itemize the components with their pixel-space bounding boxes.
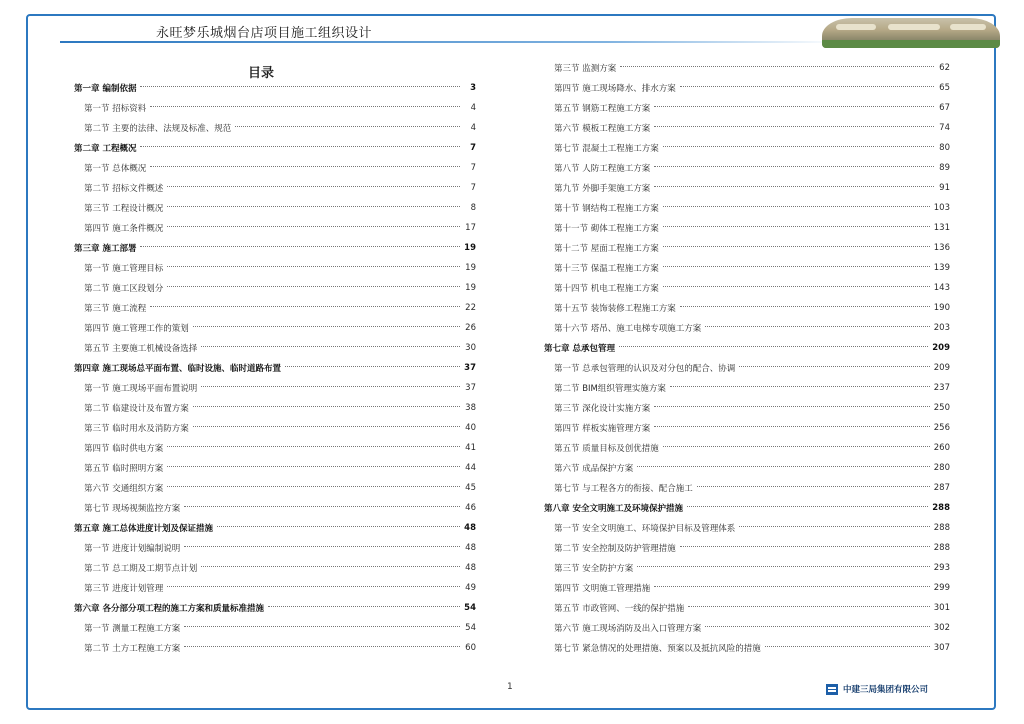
toc-dot-leader [637,566,930,567]
toc-section-entry[interactable] [544,398,950,418]
toc-section-entry[interactable] [74,198,476,218]
toc-dot-leader [184,546,460,547]
toc-entry-page: 280 [933,463,950,473]
toc-entry-title: 第三节 临时用水及消防方案 [84,424,189,434]
document-title: 永旺梦乐城烟台店项目施工组织设计 [156,26,373,41]
toc-entry-title: 第七节 混凝土工程施工方案 [554,144,659,154]
toc-entry-title: 第六节 模板工程施工方案 [554,124,651,134]
toc-section-entry[interactable] [74,318,476,338]
toc-entry-page: 48 [465,563,476,573]
toc-chapter-entry[interactable] [544,338,950,358]
toc-entry-page: 307 [933,643,950,653]
toc-entry-title: 第一节 施工现场平面布置说明 [84,384,198,394]
toc-dot-leader [688,606,930,607]
toc-dot-leader [663,226,930,227]
toc-entry-page: 4 [470,123,476,133]
toc-dot-leader [663,266,930,267]
toc-entry-page: 136 [933,243,950,253]
toc-section-entry[interactable] [74,298,476,318]
toc-entry-page: 3 [470,83,476,93]
toc-dot-leader [654,406,930,407]
toc-section-entry[interactable] [74,258,476,278]
toc-entry-page: 60 [465,643,476,653]
toc-entry-page: 287 [933,483,950,493]
toc-entry-title: 第四节 施工管理工作的策划 [84,324,189,334]
toc-dot-leader [150,166,460,167]
toc-dot-leader [167,266,460,267]
toc-entry-title: 第三章 施工部署 [74,244,137,254]
toc-dot-leader [637,466,930,467]
toc-entry-page: 45 [465,483,476,493]
toc-dot-leader [739,526,930,527]
toc-entry-page: 46 [465,503,476,513]
toc-dot-leader [167,226,460,227]
toc-entry-page: 209 [933,363,950,373]
toc-entry-page: 8 [470,203,476,213]
toc-entry-title: 第十六节 塔吊、施工电梯专项施工方案 [554,324,702,334]
toc-section-entry[interactable] [74,478,476,498]
toc-dot-leader [654,186,934,187]
company-name: 中建三局集团有限公司 [843,685,929,695]
toc-section-entry[interactable] [74,218,476,238]
toc-entry-title: 第十四节 机电工程施工方案 [554,284,659,294]
toc-section-entry[interactable] [544,378,950,398]
toc-entry-title: 第一节 总体概况 [84,164,147,174]
toc-entry-page: 37 [464,363,476,373]
toc-section-entry[interactable] [544,638,950,658]
toc-dot-leader [235,126,460,127]
toc-entry-title: 第六节 成品保护方案 [554,464,634,474]
toc-section-entry[interactable] [544,238,950,258]
toc-entry-title: 第二节 安全控制及防护管理措施 [554,544,676,554]
toc-section-entry[interactable] [74,398,476,418]
toc-entry-page: 139 [933,263,950,273]
toc-entry-page: 67 [939,103,950,113]
toc-entry-title: 第八节 人防工程施工方案 [554,164,651,174]
toc-entry-page: 288 [933,523,950,533]
toc-section-entry[interactable] [544,98,950,118]
toc-dot-leader [670,386,930,387]
toc-entry-title: 第十节 钢结构工程施工方案 [554,204,659,214]
toc-dot-leader [663,146,934,147]
toc-dot-leader [680,86,934,87]
toc-entry-title: 第一章 编制依据 [74,84,137,94]
toc-entry-page: 26 [465,323,476,333]
toc-section-entry[interactable] [74,498,476,518]
toc-entry-title: 第四节 施工现场降水、排水方案 [554,84,676,94]
toc-entry-title: 第九节 外脚手架施工方案 [554,184,651,194]
toc-chapter-entry[interactable] [74,358,476,378]
toc-entry-title: 第四节 施工条件概况 [84,224,164,234]
toc-entry-title: 第五节 主要施工机械设备选择 [84,344,198,354]
toc-entry-page: 44 [465,463,476,473]
toc-dot-leader [167,206,460,207]
toc-entry-page: 37 [465,383,476,393]
toc-section-entry[interactable] [544,478,950,498]
toc-entry-page: 41 [465,443,476,453]
toc-dot-leader [663,286,930,287]
toc-entry-title: 第二节 BIM组织管理实施方案 [554,384,666,394]
toc-column-right [544,58,950,658]
toc-entry-page: 65 [939,83,950,93]
toc-entry-page: 103 [933,203,950,213]
toc-entry-page: 260 [933,443,950,453]
toc-section-entry[interactable] [544,298,950,318]
toc-entry-page: 74 [939,123,950,133]
toc-dot-leader [620,66,934,67]
company-logo-icon [826,684,838,695]
toc-dot-leader [193,406,460,407]
toc-section-entry[interactable] [544,258,950,278]
toc-entry-page: 293 [933,563,950,573]
toc-section-entry[interactable] [544,138,950,158]
toc-entry-page: 40 [465,423,476,433]
toc-section-entry[interactable] [544,618,950,638]
toc-section-entry[interactable] [544,118,950,138]
toc-section-entry[interactable] [74,618,476,638]
toc-dot-leader [654,126,934,127]
company-brand [826,683,928,695]
toc-entry-title: 第十二节 屋面工程施工方案 [554,244,659,254]
toc-dot-leader [663,446,930,447]
toc-section-entry[interactable] [544,438,950,458]
toc-dot-leader [697,486,930,487]
toc-entry-title: 第五节 质量目标及创优措施 [554,444,659,454]
toc-entry-page: 48 [464,523,476,533]
toc-entry-title: 第五节 钢筋工程施工方案 [554,104,651,114]
toc-section-entry[interactable] [74,178,476,198]
toc-dot-leader [654,426,930,427]
toc-entry-page: 288 [933,543,950,553]
toc-chapter-entry[interactable] [74,518,476,538]
toc-dot-leader [140,146,460,147]
toc-section-entry[interactable] [544,558,950,578]
toc-entry-page: 288 [932,503,950,513]
toc-entry-page: 54 [464,603,476,613]
toc-entry-title: 第十三节 保温工程施工方案 [554,264,659,274]
toc-chapter-entry[interactable] [74,598,476,618]
toc-entry-title: 第一节 施工管理目标 [84,264,164,274]
toc-entry-title: 第四节 临时供电方案 [84,444,164,454]
toc-entry-page: 4 [470,103,476,113]
toc-dot-leader [167,186,460,187]
toc-entry-page: 89 [939,163,950,173]
toc-section-entry[interactable] [74,98,476,118]
toc-section-entry[interactable] [544,78,950,98]
toc-entry-page: 91 [939,183,950,193]
toc-section-entry[interactable] [544,318,950,338]
toc-dot-leader [193,326,460,327]
toc-entry-title: 第二章 工程概况 [74,144,137,154]
toc-section-entry[interactable] [544,58,950,78]
toc-section-entry[interactable] [544,578,950,598]
toc-dot-leader [739,366,930,367]
toc-entry-title: 第二节 施工区段划分 [84,284,164,294]
toc-section-entry[interactable] [544,198,950,218]
toc-section-entry[interactable] [74,578,476,598]
toc-entry-page: 250 [933,403,950,413]
toc-entry-page: 7 [470,143,476,153]
toc-section-entry[interactable] [74,538,476,558]
toc-entry-title: 第一节 测量工程施工方案 [84,624,181,634]
toc-entry-page: 209 [932,343,950,353]
toc-section-entry[interactable] [74,338,476,358]
toc-entry-page: 203 [933,323,950,333]
toc-entry-title: 第七节 现场视频监控方案 [84,504,181,514]
toc-dot-leader [654,166,934,167]
toc-section-entry[interactable] [74,278,476,298]
toc-section-entry[interactable] [74,418,476,438]
toc-entry-title: 第四节 文明施工管理措施 [554,584,651,594]
toc-chapter-entry[interactable] [74,78,476,98]
toc-dot-leader [680,546,930,547]
toc-section-entry[interactable] [74,378,476,398]
toc-entry-title: 第八章 安全文明施工及环境保护措施 [544,504,683,514]
building-rendering-image [822,18,1000,48]
toc-entry-title: 第三节 工程设计概况 [84,204,164,214]
toc-section-entry[interactable] [544,158,950,178]
toc-dot-leader [654,586,930,587]
toc-entry-title: 第七节 与工程各方的衔接、配合施工 [554,484,693,494]
toc-section-entry[interactable] [544,358,950,378]
toc-entry-title: 第五节 市政管网、一线的保护措施 [554,604,685,614]
toc-entry-title: 第一节 招标资料 [84,104,147,114]
toc-dot-leader [167,446,460,447]
toc-entry-title: 第二节 土方工程施工方案 [84,644,181,654]
toc-entry-page: 62 [939,63,950,73]
toc-entry-page: 49 [465,583,476,593]
toc-entry-page: 7 [470,183,476,193]
toc-entry-page: 17 [465,223,476,233]
toc-entry-page: 237 [933,383,950,393]
toc-entry-page: 22 [465,303,476,313]
toc-entry-page: 7 [470,163,476,173]
toc-dot-leader [150,306,460,307]
toc-section-entry[interactable] [74,438,476,458]
toc-entry-title: 第六节 施工现场消防及出入口管理方案 [554,624,702,634]
toc-dot-leader [268,606,460,607]
toc-dot-leader [184,646,460,647]
toc-section-entry[interactable] [74,638,476,658]
toc-dot-leader [167,466,460,467]
toc-section-entry[interactable] [544,218,950,238]
toc-entry-title: 第十一节 砌体工程施工方案 [554,224,659,234]
toc-dot-leader [140,246,460,247]
toc-entry-page: 131 [933,223,950,233]
toc-entry-title: 第二节 招标文件概述 [84,184,164,194]
toc-entry-title: 第三节 进度计划管理 [84,584,164,594]
toc-dot-leader [201,566,460,567]
toc-section-entry[interactable] [544,458,950,478]
toc-entry-title: 第二节 总工期及工期节点计划 [84,564,198,574]
toc-dot-leader [654,106,934,107]
toc-entry-title: 第四章 施工现场总平面布置、临时设施、临时道路布置 [74,364,281,374]
toc-entry-page: 190 [933,303,950,313]
toc-section-entry[interactable] [74,558,476,578]
toc-dot-leader [765,646,930,647]
toc-dot-leader [201,346,460,347]
toc-entry-page: 19 [464,243,476,253]
toc-entry-title: 第六章 各分部分项工程的施工方案和质量标准措施 [74,604,264,614]
toc-dot-leader [201,386,460,387]
toc-entry-title: 第七节 紧急情况的处理措施、预案以及抵抗风险的措施 [554,644,761,654]
toc-entry-page: 19 [465,283,476,293]
toc-entry-title: 第三节 监测方案 [554,64,617,74]
toc-entry-title: 第五章 施工总体进度计划及保证措施 [74,524,213,534]
toc-entry-title: 第五节 临时照明方案 [84,464,164,474]
toc-entry-page: 30 [465,343,476,353]
toc-section-entry[interactable] [74,458,476,478]
toc-entry-page: 299 [933,583,950,593]
toc-chapter-entry[interactable] [544,498,950,518]
toc-dot-leader [680,306,930,307]
toc-entry-title: 第二节 主要的法律、法规及标准、规范 [84,124,232,134]
toc-dot-leader [184,506,460,507]
toc-entry-title: 第三节 深化设计实施方案 [554,404,651,414]
toc-dot-leader [663,246,930,247]
toc-entry-title: 第十五节 装饰装修工程施工方案 [554,304,676,314]
toc-dot-leader [705,326,930,327]
toc-entry-page: 301 [933,603,950,613]
toc-section-entry[interactable] [544,178,950,198]
toc-dot-leader [193,426,460,427]
toc-dot-leader [167,286,460,287]
toc-entry-title: 第七章 总承包管理 [544,344,615,354]
toc-heading: 目录 [248,66,275,81]
toc-entry-page: 48 [465,543,476,553]
header-rule [60,41,840,43]
toc-dot-leader [619,346,928,347]
toc-section-entry[interactable] [74,118,476,138]
toc-entry-page: 302 [933,623,950,633]
toc-dot-leader [140,86,460,87]
toc-entry-title: 第一节 进度计划编制说明 [84,544,181,554]
toc-entry-title: 第三节 施工流程 [84,304,147,314]
toc-dot-leader [217,526,460,527]
toc-entry-page: 38 [465,403,476,413]
toc-entry-title: 第六节 交通组织方案 [84,484,164,494]
toc-section-entry[interactable] [544,278,950,298]
toc-entry-page: 143 [933,283,950,293]
toc-dot-leader [285,366,460,367]
toc-section-entry[interactable] [74,158,476,178]
toc-entry-page: 256 [933,423,950,433]
toc-chapter-entry[interactable] [74,138,476,158]
toc-section-entry[interactable] [544,538,950,558]
toc-entry-page: 80 [939,143,950,153]
toc-section-entry[interactable] [544,518,950,538]
toc-entry-page: 19 [465,263,476,273]
toc-entry-title: 第一节 总承包管理的认识及对分包的配合、协调 [554,364,736,374]
toc-dot-leader [150,106,460,107]
toc-entry-title: 第二节 临建设计及布置方案 [84,404,189,414]
toc-chapter-entry[interactable] [74,238,476,258]
toc-entry-title: 第一节 安全文明施工、环境保护目标及管理体系 [554,524,736,534]
toc-column-left [74,78,476,658]
toc-section-entry[interactable] [544,598,950,618]
toc-dot-leader [184,626,460,627]
toc-dot-leader [663,206,930,207]
toc-dot-leader [687,506,928,507]
toc-entry-title: 第四节 样板实施管理方案 [554,424,651,434]
toc-dot-leader [167,586,460,587]
toc-entry-title: 第三节 安全防护方案 [554,564,634,574]
toc-section-entry[interactable] [544,418,950,438]
toc-entry-page: 54 [465,623,476,633]
toc-dot-leader [705,626,930,627]
page-number: 1 [507,682,513,692]
toc-dot-leader [167,486,460,487]
